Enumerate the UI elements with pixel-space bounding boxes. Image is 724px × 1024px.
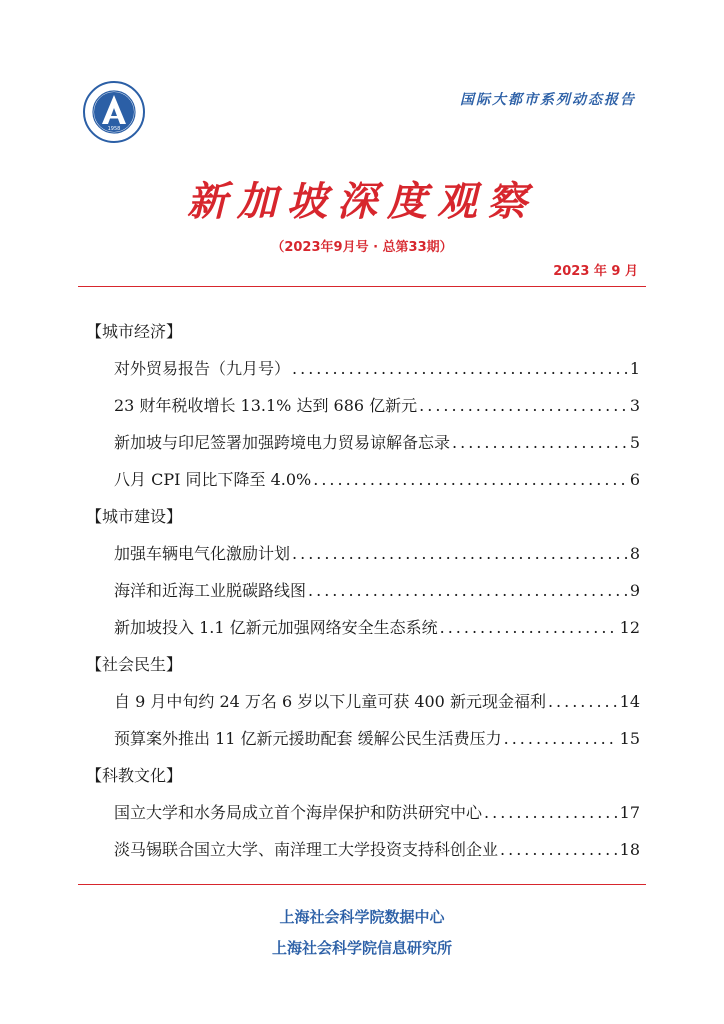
toc-entry-title: 淡马锡联合国立大学、南洋理工大学投资支持科创企业 — [114, 840, 499, 859]
page-title: 新加坡深度观察 — [187, 178, 537, 225]
publisher-line-2: 上海社会科学院信息研究所 — [271, 939, 452, 957]
toc-leader-dots — [548, 692, 618, 712]
toc-entry-page: 14 — [619, 692, 640, 711]
logo-year: 1958 — [107, 126, 121, 132]
toc-leader-dots — [484, 803, 618, 823]
toc-section-heading: 【科教文化】 — [86, 766, 183, 785]
toc-entry-title: 八月 CPI 同比下降至 4.0% — [114, 470, 312, 489]
toc-leader-dots — [313, 470, 628, 490]
toc-section-heading: 【城市经济】 — [86, 322, 183, 341]
toc-entry-page: 12 — [619, 618, 640, 637]
toc-entry-page: 1 — [629, 359, 640, 378]
toc-entry[interactable] — [114, 581, 640, 601]
publisher-line-1: 上海社会科学院数据中心 — [279, 908, 445, 926]
toc-entry[interactable] — [114, 840, 640, 860]
toc-entry[interactable] — [114, 692, 640, 712]
footer-divider — [78, 884, 646, 885]
toc-entry-title: 预算案外推出 11 亿新元援助配套 缓解公民生活费压力 — [114, 729, 502, 748]
toc-section-heading: 【城市建设】 — [86, 507, 183, 526]
toc-section-heading: 【社会民生】 — [86, 655, 183, 674]
table-of-contents — [86, 322, 640, 877]
toc-leader-dots — [292, 359, 628, 379]
toc-entry[interactable] — [114, 618, 640, 638]
toc-entry[interactable] — [114, 433, 640, 453]
toc-leader-dots — [500, 840, 618, 860]
toc-entry-title: 自 9 月中旬约 24 万名 6 岁以下儿童可获 400 新元现金福利 — [114, 692, 546, 711]
toc-entry-page: 8 — [629, 544, 640, 563]
toc-entry-title: 海洋和近海工业脱碳路线图 — [114, 581, 307, 600]
toc-leader-dots — [308, 581, 628, 601]
toc-entry-title: 新加坡与印尼签署加强跨境电力贸易谅解备忘录 — [114, 433, 451, 452]
institute-seal-logo — [82, 80, 146, 144]
toc-entry-title: 23 财年税收增长 13.1% 达到 686 亿新元 — [114, 396, 418, 415]
toc-entry-title: 国立大学和水务局成立首个海岸保护和防洪研究中心 — [114, 803, 483, 822]
toc-leader-dots — [452, 433, 628, 453]
toc-entry-page: 18 — [619, 840, 640, 859]
toc-leader-dots — [440, 618, 618, 638]
toc-entry-page: 15 — [619, 729, 640, 748]
toc-entry-page: 5 — [629, 433, 640, 452]
toc-leader-dots — [292, 544, 628, 564]
header-divider — [78, 286, 646, 287]
toc-entry-title: 加强车辆电气化激励计划 — [114, 544, 291, 563]
toc-entry[interactable] — [114, 729, 640, 749]
issue-date: 2023 年 9 月 — [553, 264, 638, 279]
toc-entry-title: 新加坡投入 1.1 亿新元加强网络安全生态系统 — [114, 618, 438, 637]
series-label: 国际大都市系列动态报告 — [460, 92, 636, 108]
toc-entry[interactable] — [114, 803, 640, 823]
toc-entry-page: 9 — [629, 581, 640, 600]
toc-entry-page: 3 — [629, 396, 640, 415]
toc-entry[interactable] — [114, 396, 640, 416]
toc-leader-dots — [504, 729, 618, 749]
toc-entry[interactable] — [114, 470, 640, 490]
issue-number: （2023年9月号 · 总第33期） — [271, 240, 453, 255]
toc-entry[interactable] — [114, 544, 640, 564]
toc-entry[interactable] — [114, 359, 640, 379]
toc-leader-dots — [419, 396, 628, 416]
toc-entry-page: 6 — [629, 470, 640, 489]
toc-entry-page: 17 — [619, 803, 640, 822]
toc-entry-title: 对外贸易报告（九月号） — [114, 359, 291, 378]
